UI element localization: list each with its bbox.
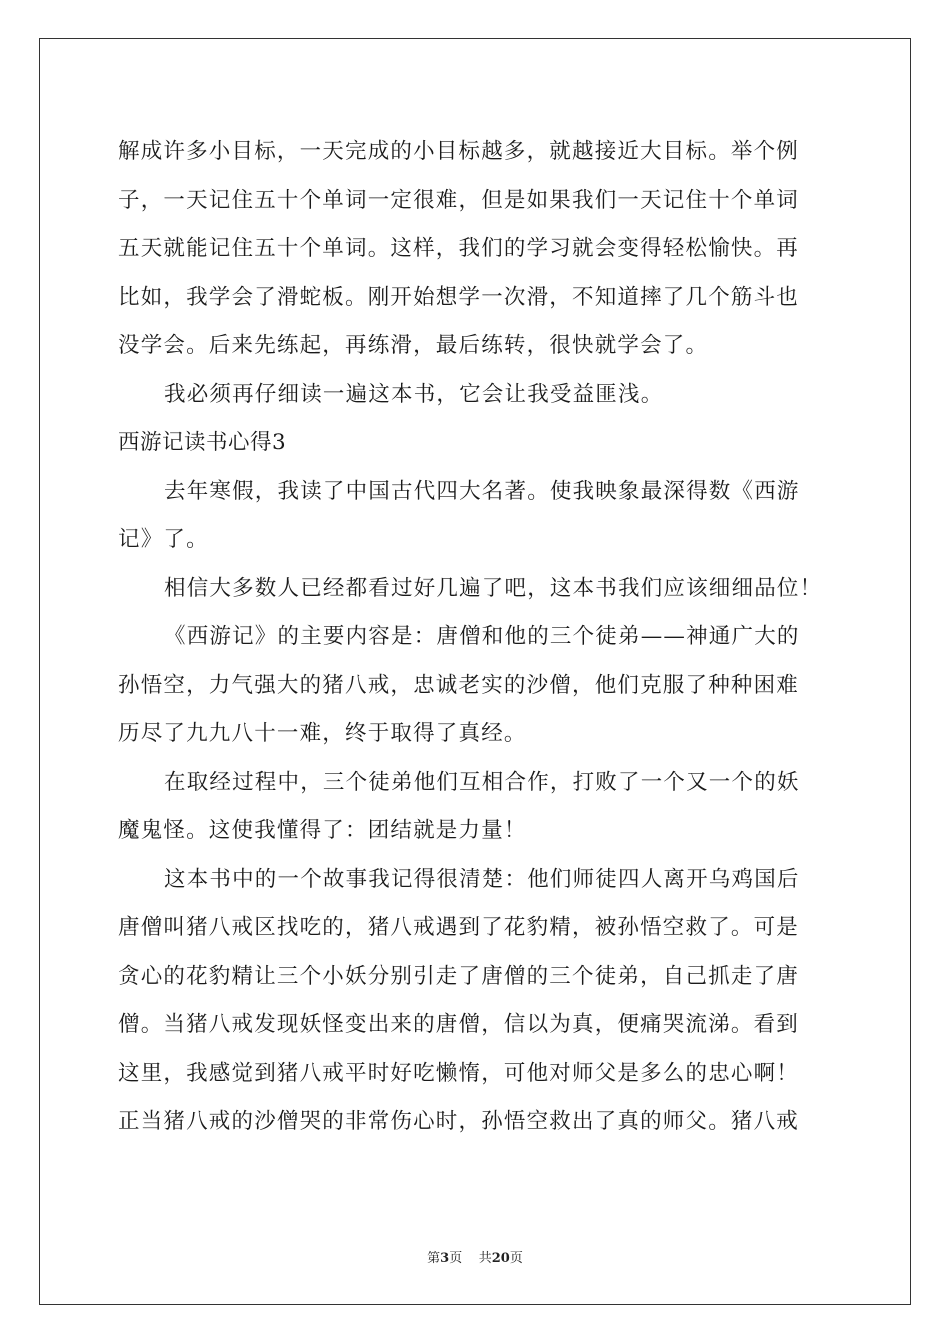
text-line: 记》了。 bbox=[118, 527, 209, 552]
paragraph-start-line: 相信大多数人已经都看过好几遍了吧，这本书我们应该细细品位！ bbox=[164, 575, 823, 601]
text-line: 五天就能记住五十个单词。这样，我们的学习就会变得轻松愉快。再 bbox=[118, 236, 800, 261]
footer-prefix: 第 bbox=[427, 1251, 441, 1266]
current-page-number: 3 bbox=[440, 1251, 450, 1266]
paragraph-start-line: 去年寒假，我读了中国古代四大名著。使我映象最深得数《西游 bbox=[164, 478, 800, 504]
text-line: 孙悟空，力气强大的猪八戒，忠诚老实的沙僧，他们克服了种种困难 bbox=[118, 672, 800, 698]
paragraph-start-line: 这本书中的一个故事我记得很清楚：他们师徒四人离开乌鸡国后 bbox=[164, 866, 800, 892]
document-body bbox=[118, 128, 838, 1147]
footer-total-prefix: 共 bbox=[478, 1251, 492, 1266]
text-line: 子，一天记住五十个单词一定很难，但是如果我们一天记住十个单词 bbox=[118, 187, 800, 213]
text-line: 解成许多小目标，一天完成的小目标越多，就越接近大目标。举个例 bbox=[118, 139, 800, 164]
text-line: 唐僧叫猪八戒区找吃的，猪八戒遇到了花豹精，被孙悟空救了。可是 bbox=[118, 915, 800, 940]
total-page-count: 20 bbox=[491, 1251, 510, 1266]
footer-total-suffix: 页 bbox=[509, 1251, 523, 1266]
text-line: 历尽了九九八十一难，终于取得了真经。 bbox=[118, 721, 527, 746]
text-line: 僧。当猪八戒发现妖怪变出来的唐僧，信以为真，便痛哭流涕。看到 bbox=[118, 1012, 800, 1037]
paragraph-start-line: 《西游记》的主要内容是：唐僧和他的三个徒弟——神通广大的 bbox=[164, 624, 800, 649]
text-line: 贪心的花豹精让三个小妖分别引走了唐僧的三个徒弟，自己抓走了唐 bbox=[118, 963, 800, 989]
footer-page-suffix: 页 bbox=[449, 1251, 463, 1266]
text-line: 比如，我学会了滑蛇板。刚开始想学一次滑，不知道摔了几个筋斗也 bbox=[118, 284, 800, 310]
paragraph-start-line: 在取经过程中，三个徒弟他们互相合作，打败了一个又一个的妖 bbox=[164, 769, 800, 795]
text-line: 没学会。后来先练起，再练滑，最后练转，很快就学会了。 bbox=[118, 333, 709, 358]
text-line: 正当猪八戒的沙僧哭的非常伤心时，孙悟空救出了真的师父。猪八戒 bbox=[118, 1109, 800, 1134]
text-line: 这里，我感觉到猪八戒平时好吃懒惰，可他对师父是多么的忠心啊！ bbox=[118, 1060, 800, 1086]
section-heading: 西游记读书心得3 bbox=[118, 430, 287, 455]
paragraph-start-line: 我必须再仔细读一遍这本书，它会让我受益匪浅。 bbox=[164, 381, 664, 407]
page-footer bbox=[0, 1247, 950, 1266]
text-line: 魔鬼怪。这使我懂得了：团结就是力量！ bbox=[118, 818, 527, 843]
